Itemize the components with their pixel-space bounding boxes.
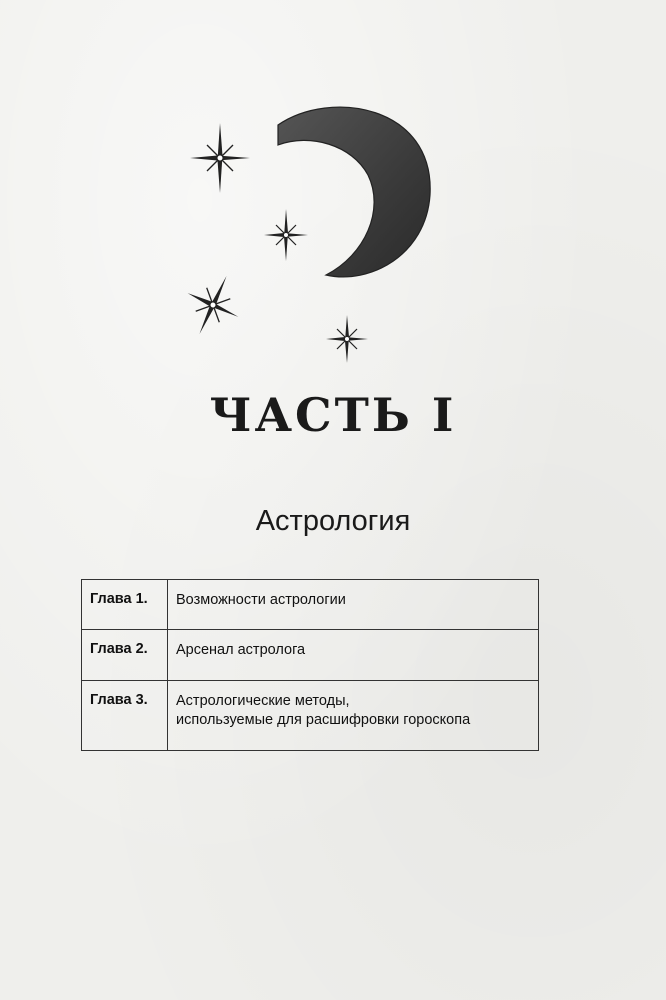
chapter-title-line: используемые для расшифровки гороскопа	[176, 712, 471, 728]
star-icon	[180, 264, 252, 346]
chapter-title	[168, 681, 539, 751]
table-row	[82, 580, 539, 630]
crescent-moon-icon	[278, 107, 430, 277]
table-row	[82, 630, 539, 681]
chapter-number: Глава 3.	[82, 681, 168, 751]
star-icon	[190, 123, 250, 193]
table-row	[82, 681, 539, 751]
part-title: ЧАСТЬ I	[209, 388, 457, 442]
chapter-title-line: Арсенал астролога	[176, 642, 306, 658]
chapter-number: Глава 1.	[82, 580, 168, 630]
star-icon	[264, 209, 308, 261]
chapter-table	[81, 579, 539, 751]
chapter-title	[168, 580, 539, 630]
moon-and-stars-illustration	[180, 95, 450, 370]
chapter-title-line: Возможности астрологии	[176, 592, 346, 608]
star-icon	[326, 315, 368, 363]
chapter-title-line: Астрологические методы,	[176, 693, 350, 709]
chapter-number: Глава 2.	[82, 630, 168, 681]
section-title: Астрология	[255, 505, 411, 537]
chapter-title	[168, 630, 539, 681]
